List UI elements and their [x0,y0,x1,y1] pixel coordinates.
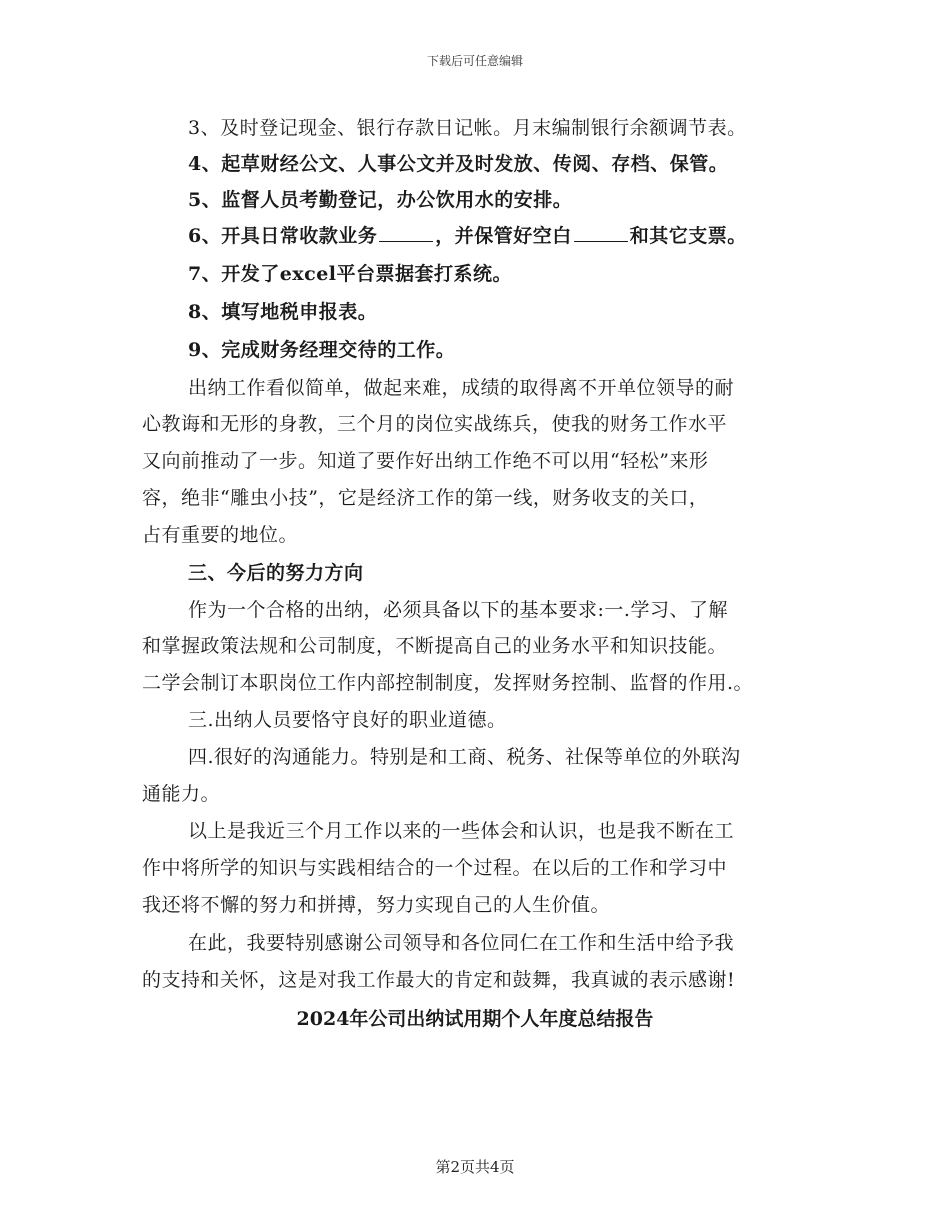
paragraph-line: 三.出纳人员要恪守良好的职业道德。 [188,709,507,731]
blank-line [574,223,628,242]
list-item: 4、起草财经公文、人事公文并及时发放、传阅、存档、保管。 [188,153,729,175]
paragraph-line: 占有重要的地位。 [142,524,299,546]
paragraph-line: 心教诲和无形的身教，三个月的岗位实战练兵，使我的财务工作水平 [142,413,728,435]
list-item: 8、填写地税申报表。 [188,301,378,323]
list-item: 7、开发了excel平台票据套打系统。 [188,263,513,285]
paragraph-line: 又向前推动了一步。知道了要作好出纳工作绝不可以用“轻松”来形 [142,450,709,472]
paragraph-line: 在此，我要特别感谢公司领导和各位同仁在工作和生活中给予我 [188,932,735,954]
paragraph-line: 容，绝非“雕虫小技”，它是经济工作的第一线，财务收支的关口， [142,487,709,509]
list-item: 9、完成财务经理交待的工作。 [188,339,456,361]
page-header: 下载后可任意编辑 [426,54,523,68]
item6-part2: ，并保管好空白 [435,225,572,247]
list-item-6 [188,218,747,254]
item6-part3: 和其它支票。 [629,225,747,247]
paragraph-line: 的支持和关怀，这是对我工作最大的肯定和鼓舞，我真诚的表示感谢! [142,969,736,991]
paragraph-line: 作为一个合格的出纳，必须具备以下的基本要求:一.学习、了解 [188,599,728,621]
item6-part1: 6、开具日常收款业务 [188,225,378,247]
paragraph-line: 通能力。 [142,783,221,805]
paragraph-line: 四.很好的沟通能力。特别是和工商、税务、社保等单位的外联沟 [188,746,741,768]
paragraph-line: 和掌握政策法规和公司制度，不断提高自己的业务水平和知识技能。 [142,635,728,657]
page-number: 第2页共4页 [435,1158,515,1176]
blank-line [379,223,433,242]
list-item: 5、监督人员考勤登记，办公饮用水的安排。 [188,189,573,211]
paragraph-line: 作中将所学的知识与实践相结合的一个过程。在以后的工作和学习中 [142,857,728,879]
paragraph-line: 出纳工作看似简单，做起来难，成绩的取得离不开单位领导的耐 [188,377,735,399]
section-heading: 三、今后的努力方向 [188,562,364,584]
paragraph-line: 二学会制订本职岗位工作内部控制制度，发挥财务控制、监督的作用.。 [142,672,754,694]
paragraph-line: 我还将不懈的努力和拼搏，努力实现自己的人生价值。 [142,894,611,916]
list-item: 3、及时登记现金、银行存款日记帐。月末编制银行余额调节表。 [188,117,747,139]
paragraph-line: 以上是我近三个月工作以来的一些体会和认识，也是我不断在工 [188,820,735,842]
next-document-title: 2024年公司出纳试用期个人年度总结报告 [296,1008,654,1030]
